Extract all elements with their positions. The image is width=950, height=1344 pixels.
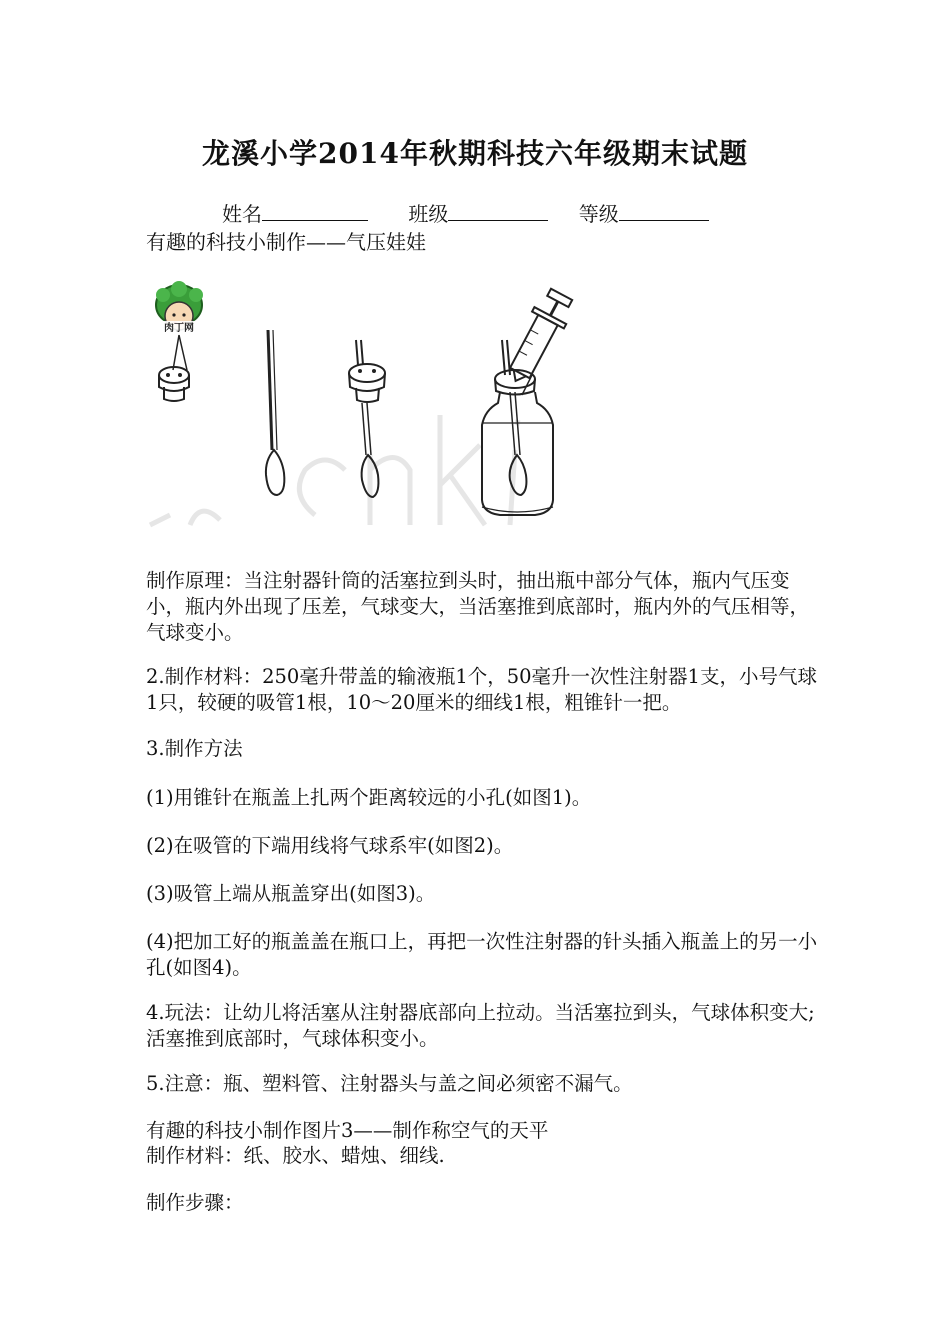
method-step-1: (1)用锥针在瓶盖上扎两个距离较远的小孔(如图1)。 xyxy=(146,786,592,809)
class-blank[interactable] xyxy=(448,200,548,221)
grade-blank[interactable] xyxy=(619,200,709,221)
method-heading: 3.制作方法 xyxy=(146,737,243,760)
balance-subtitle: 有趣的科技小制作图片3——制作称空气的天平 xyxy=(146,1119,549,1142)
figure-1-cap-doll xyxy=(156,281,203,401)
play-paragraph: 4.玩法：让幼儿将活塞从注射器底部向上拉动。当活塞拉到头，气球体积变大;活塞推到底部时，气球体积变小。 xyxy=(146,1001,815,1050)
balance-steps-heading: 制作步骤： xyxy=(146,1191,244,1214)
name-field xyxy=(222,198,368,227)
grade-field xyxy=(579,198,709,227)
class-label: 班级 xyxy=(408,202,449,226)
principle-paragraph: 制作原理：当注射器针筒的活塞拉到头时，抽出瓶中部分气体，瓶内气压变小，瓶内外出现了压差，气球变大，当活塞推到底部时，瓶内外的气压相等，气球变小。 xyxy=(146,569,810,644)
name-label: 姓名 xyxy=(222,202,262,226)
student-info-fields xyxy=(222,198,709,227)
note-paragraph: 5.注意：瓶、塑料管、注射器头与盖之间必须密不漏气。 xyxy=(146,1072,633,1095)
name-blank[interactable] xyxy=(262,200,368,221)
figure-4-bottle-syringe xyxy=(482,286,577,515)
watermark xyxy=(150,415,518,525)
site-logo-text: 肉丁网 xyxy=(164,323,194,334)
figure-3-straw-through-cap xyxy=(349,340,385,497)
balance-materials: 制作材料：纸、胶水、蜡烛、细线. xyxy=(146,1144,445,1167)
materials-paragraph: 2.制作材料：250毫升带盖的输液瓶1个，50毫升一次性注射器1支，小号气球1只，较硬的吸管1根，10～20厘米的细线1根，粗锥针一把。 xyxy=(146,665,817,714)
class-field xyxy=(408,198,548,227)
figure-2-straw-balloon xyxy=(266,330,284,495)
method-step-4: (4)把加工好的瓶盖盖在瓶口上，再把一次性注射器的针头插入瓶盖上的另一小孔(如图4)。 xyxy=(146,930,818,979)
grade-label: 等级 xyxy=(578,202,619,226)
method-step-2: (2)在吸管的下端用线将气球系牢(如图2)。 xyxy=(146,834,514,857)
pressure-doll-figure xyxy=(140,275,600,535)
method-step-3: (3)吸管上端从瓶盖穿出(如图3)。 xyxy=(146,882,436,905)
document-title: 龙溪小学2014年秋期科技六年级期末试题 xyxy=(202,137,748,170)
section-subtitle: 有趣的科技小制作——气压娃娃 xyxy=(146,230,426,254)
